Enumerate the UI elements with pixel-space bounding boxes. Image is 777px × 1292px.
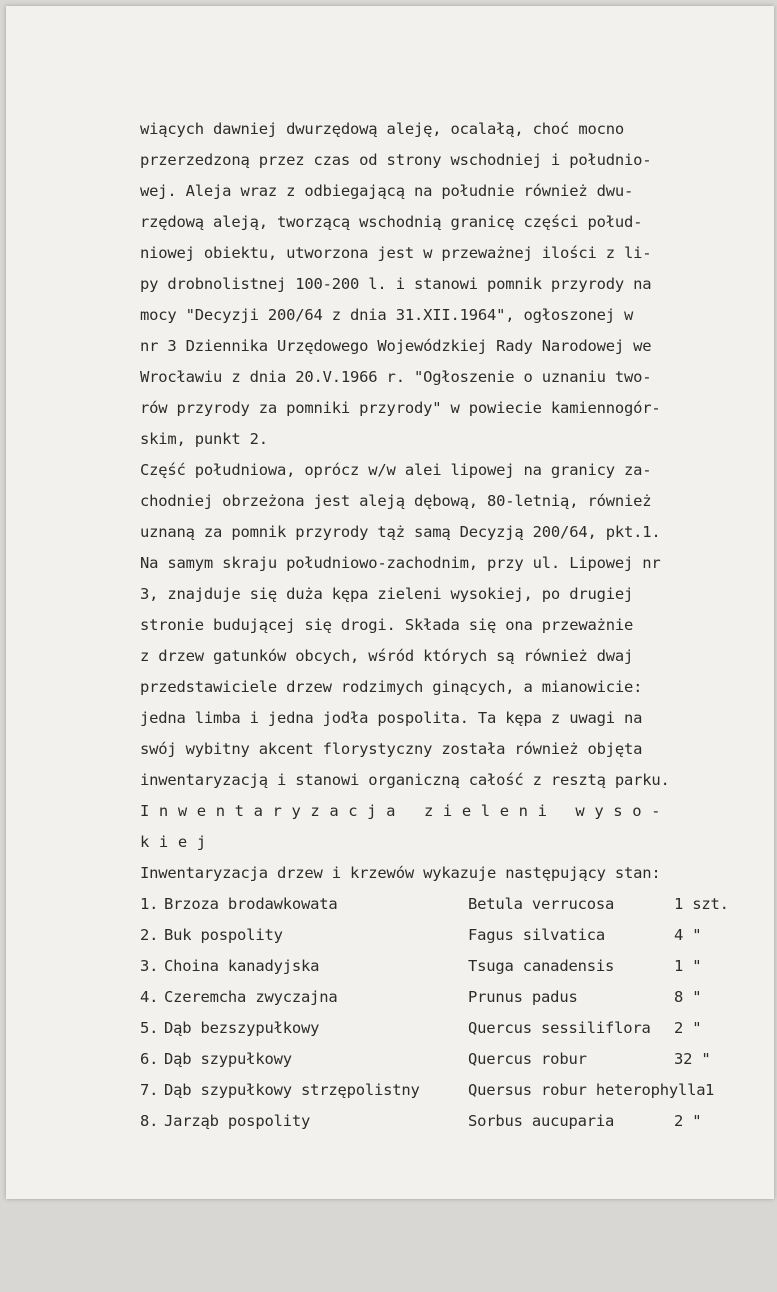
inventory-row xyxy=(140,982,770,1013)
text-line: rzędową aleją, tworzącą wschodnią granicę części połud- xyxy=(140,213,643,231)
item-number: 4. xyxy=(140,988,159,1006)
text-line: 3, znajduje się duża kępa zieleni wysokiej, po drugiej xyxy=(140,585,634,603)
text-line: Na samym skraju południowo-zachodnim, przy ul. Lipowej nr xyxy=(140,554,661,572)
inventory-row xyxy=(140,1044,770,1075)
text-line: mocy "Decyzji 200/64 z dnia 31.XII.1964", ogłoszonej w xyxy=(140,306,634,324)
text-line: rów przyrody za pomniki przyrody" w powiecie kamiennogór- xyxy=(140,399,661,417)
item-count: 1 " xyxy=(674,957,702,975)
polish-name: Jarząb pospolity xyxy=(164,1112,311,1130)
polish-name: Choina kanadyjska xyxy=(164,957,320,975)
polish-name: Czeremcha zwyczajna xyxy=(164,988,338,1006)
text-line: niowej obiektu, utworzona jest w przeważnej ilości z li- xyxy=(140,244,652,262)
latin-name: Sorbus aucuparia xyxy=(468,1112,615,1130)
heading-line: Inwentaryzacja zieleni wyso- xyxy=(140,802,671,820)
inventory-intro: Inwentaryzacja drzew i krzewów wykazuje następujący stan: xyxy=(140,864,661,882)
document-page xyxy=(6,6,774,1199)
text-line: chodniej obrzeżona jest aleją dębową, 80-letnią, również xyxy=(140,492,652,510)
item-count: 32 " xyxy=(674,1050,711,1068)
item-count: 1 szt. xyxy=(674,895,729,913)
inventory-row xyxy=(140,951,770,982)
inventory-row xyxy=(140,889,770,920)
section-heading xyxy=(140,796,770,858)
text-line: nr 3 Dziennika Urzędowego Wojewódzkiej Rady Narodowej we xyxy=(140,337,652,355)
item-count: 8 " xyxy=(674,988,702,1006)
latin-name: Fagus silvatica xyxy=(468,926,605,944)
text-line: przedstawiciele drzew rodzimych ginących, a mianowicie: xyxy=(140,678,643,696)
text-line: Część południowa, oprócz w/w alei lipowej na granicy za- xyxy=(140,461,652,479)
latin-name: Prunus padus xyxy=(468,988,578,1006)
text-line: skim, punkt 2. xyxy=(140,430,268,448)
item-number: 2. xyxy=(140,926,159,944)
latin-name: Tsuga canadensis xyxy=(468,957,615,975)
polish-name: Dąb szypułkowy xyxy=(164,1050,292,1068)
text-line: inwentaryzacją i stanowi organiczną całość z resztą parku. xyxy=(140,771,670,789)
inventory-row xyxy=(140,1106,770,1137)
text-line: py drobnolistnej 100-200 l. i stanowi pomnik przyrody na xyxy=(140,275,652,293)
polish-name: Buk pospolity xyxy=(164,926,283,944)
text-line: uznaną za pomnik przyrody tąż samą Decyzją 200/64, pkt.1. xyxy=(140,523,661,541)
item-number: 7. xyxy=(140,1081,159,1099)
text-line: z drzew gatunków obcych, wśród których są również dwaj xyxy=(140,647,634,665)
item-number: 3. xyxy=(140,957,159,975)
text-line: wiących dawniej dwurzędową aleję, ocalałą, choć mocno xyxy=(140,120,624,138)
paragraph-1 xyxy=(140,114,770,455)
inventory-list xyxy=(140,889,770,1137)
text-line: przerzedzoną przez czas od strony wschodniej i południo- xyxy=(140,151,652,169)
latin-name: Quersus robur heterophylla xyxy=(468,1081,706,1099)
text-line: jedna limba i jedna jodła pospolita. Ta kępa z uwagi na xyxy=(140,709,643,727)
polish-name: Dąb szypułkowy strzępolistny xyxy=(164,1081,420,1099)
item-number: 5. xyxy=(140,1019,159,1037)
text-line: swój wybitny akcent florystyczny została również objęta xyxy=(140,740,643,758)
text-line: stronie budującej się drogi. Składa się ona przeważnie xyxy=(140,616,634,634)
heading-line: kiej xyxy=(140,833,216,851)
inventory-row xyxy=(140,920,770,951)
inventory-row xyxy=(140,1013,770,1044)
latin-name: Quercus sessiliflora xyxy=(468,1019,651,1037)
text-line: wej. Aleja wraz z odbiegającą na południe również dwu- xyxy=(140,182,634,200)
item-number: 1. xyxy=(140,895,159,913)
item-number: 8. xyxy=(140,1112,159,1130)
polish-name: Brzoza brodawkowata xyxy=(164,895,338,913)
polish-name: Dąb bezszypułkowy xyxy=(164,1019,320,1037)
paragraph-2 xyxy=(140,455,770,796)
text-line: Wrocławiu z dnia 20.V.1966 r. "Ogłoszenie o uznaniu two- xyxy=(140,368,652,386)
item-count: 4 " xyxy=(674,926,702,944)
item-count: 1 xyxy=(705,1081,715,1099)
typed-text-body xyxy=(140,114,770,1137)
item-count: 2 " xyxy=(674,1019,702,1037)
latin-name: Betula verrucosa xyxy=(468,895,615,913)
item-number: 6. xyxy=(140,1050,159,1068)
item-count: 2 " xyxy=(674,1112,702,1130)
inventory-row xyxy=(140,1075,770,1106)
latin-name: Quercus robur xyxy=(468,1050,587,1068)
